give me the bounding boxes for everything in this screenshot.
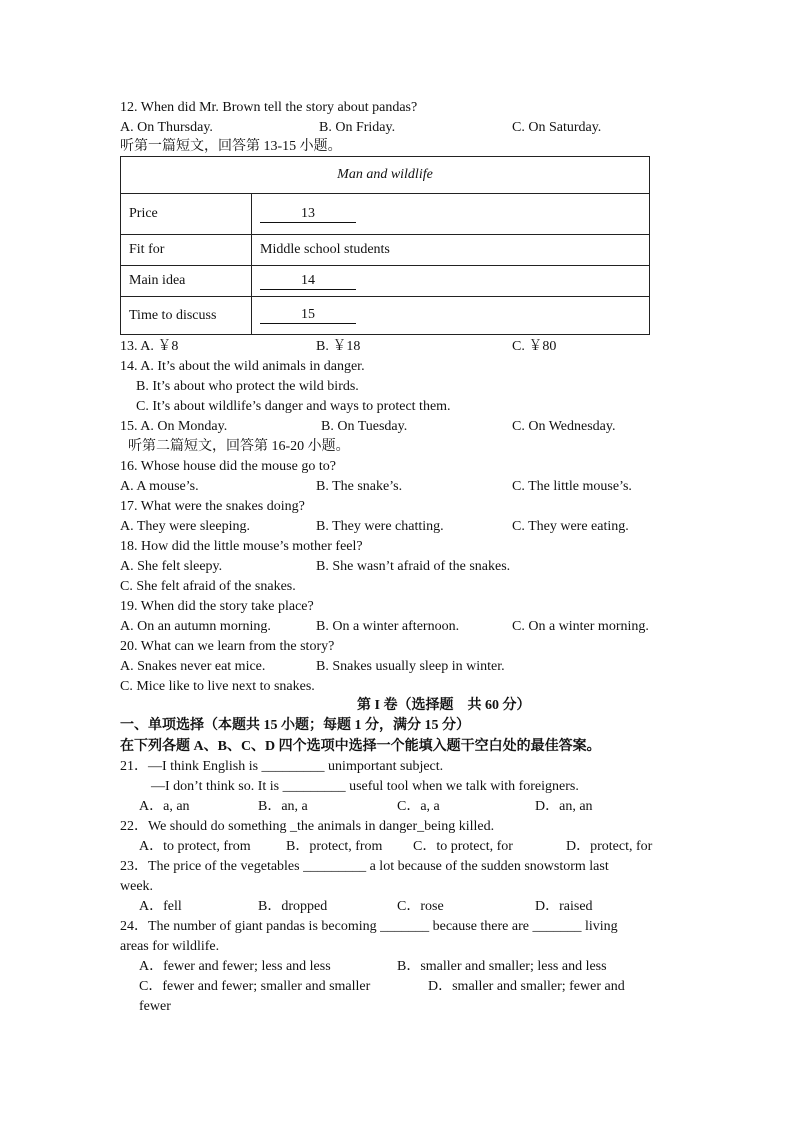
question-20-option-c: C. Mice like to live next to snakes. [120, 679, 315, 694]
question-15-option-b: B. On Tuesday. [321, 419, 408, 434]
question-24-option-a: A．fewer and fewer; less and less [139, 959, 331, 974]
question-14-option-b: B. It’s about who protect the wild birds. [136, 379, 359, 394]
question-16-option-b: B. The snake’s. [316, 479, 403, 494]
question-12-option-a: A. On Thursday. [120, 120, 213, 135]
table-row [121, 297, 650, 335]
blank-13: 13 [260, 206, 356, 223]
question-16-option-c: C. The little mouse’s. [512, 479, 632, 494]
question-19-option-a: A. On an autumn morning. [120, 619, 271, 634]
table-row [121, 266, 650, 297]
question-23-option-a: A．fell [139, 899, 182, 914]
question-16-option-a: A. A mouse’s. [120, 479, 199, 494]
question-17-stem: 17. What were the snakes doing? [120, 499, 305, 514]
info-table [120, 156, 650, 335]
question-24-option-b: B．smaller and smaller; less and less [397, 959, 607, 974]
question-24-line1: 24．The number of giant pandas is becoming _______ because there are _______ living [120, 919, 618, 934]
question-23-option-b: B．dropped [258, 899, 328, 914]
question-24-option-d-cont: fewer [139, 999, 171, 1014]
question-21-option-a: A．a, an [139, 799, 190, 814]
question-17-option-a: A. They were sleeping. [120, 519, 250, 534]
question-22-option-d: D．protect, for [566, 839, 653, 854]
question-18-option-c: C. She felt afraid of the snakes. [120, 579, 296, 594]
table-row-label: Fit for [121, 235, 252, 266]
question-23-option-d: D．raised [535, 899, 593, 914]
table-row-value [252, 297, 650, 335]
question-12-stem: 12. When did Mr. Brown tell the story about pandas? [120, 100, 418, 115]
question-23-option-c: C．rose [397, 899, 444, 914]
question-22-stem: 22．We should do something _the animals in danger_being killed. [120, 819, 495, 834]
table-row-label: Time to discuss [121, 297, 252, 335]
question-24-option-d: D．smaller and smaller; fewer and [428, 979, 625, 994]
question-24-option-c: C．fewer and fewer; smaller and smaller [139, 979, 371, 994]
blank-14: 14 [260, 273, 356, 290]
table-row-value [252, 266, 650, 297]
passage1-instruction: 听第一篇短文，回答第 13-15 小题。 [120, 139, 342, 154]
question-21-option-c: C．a, a [397, 799, 440, 814]
table-row-value: Middle school students [252, 235, 650, 266]
question-22-option-b: B．protect, from [286, 839, 383, 854]
question-12-option-b: B. On Friday. [319, 120, 396, 135]
question-14-option-a: 14. A. It’s about the wild animals in danger. [120, 359, 365, 374]
table-row [121, 235, 650, 266]
question-22-option-a: A．to protect, from [139, 839, 251, 854]
question-18-stem: 18. How did the little mouse’s mother feel? [120, 539, 363, 554]
question-20-option-b: B. Snakes usually sleep in winter. [316, 659, 505, 674]
question-13-option-b: B. ￥18 [316, 339, 361, 354]
table-title: Man and wildlife [121, 157, 650, 194]
table-row-value [252, 194, 650, 235]
question-18-option-a: A. She felt sleepy. [120, 559, 223, 574]
question-21-option-d: D．an, an [535, 799, 593, 814]
table-row-label: Price [121, 194, 252, 235]
section1-title: 一、单项选择（本题共 15 小题；每题 1 分，满分 15 分） [120, 718, 470, 733]
question-24-line2: areas for wildlife. [120, 939, 220, 954]
question-15-option-a: 15. A. On Monday. [120, 419, 228, 434]
question-21-line2: —I don’t think so. It is _________ useful tool when we talk with foreigners. [151, 779, 579, 794]
question-15-option-c: C. On Wednesday. [512, 419, 616, 434]
table-title-row [121, 157, 650, 194]
question-21-line1: 21．—I think English is _________ unimportant subject. [120, 759, 444, 774]
question-21-option-b: B．an, a [258, 799, 308, 814]
question-18-option-b: B. She wasn’t afraid of the snakes. [316, 559, 511, 574]
section1-instruction: 在下列各题 A、B、C、D 四个选项中选择一个能填入题干空白处的最佳答案。 [120, 739, 601, 754]
question-19-option-c: C. On a winter morning. [512, 619, 649, 634]
question-17-option-b: B. They were chatting. [316, 519, 444, 534]
table-row [121, 194, 650, 235]
question-12-option-c: C. On Saturday. [512, 120, 602, 135]
part1-title: 第 I 卷（选择题 共 60 分） [357, 698, 531, 713]
question-20-option-a: A. Snakes never eat mice. [120, 659, 266, 674]
question-23-line1: 23．The price of the vegetables _________ a lot because of the sudden snowstorm last [120, 859, 609, 874]
table-row-label: Main idea [121, 266, 252, 297]
question-19-stem: 19. When did the story take place? [120, 599, 314, 614]
question-17-option-c: C. They were eating. [512, 519, 629, 534]
passage2-instruction: 听第二篇短文，回答第 16-20 小题。 [128, 439, 350, 454]
question-19-option-b: B. On a winter afternoon. [316, 619, 460, 634]
question-13-option-c: C. ￥80 [512, 339, 557, 354]
question-20-stem: 20. What can we learn from the story? [120, 639, 335, 654]
question-13-option-a: 13. A. ￥8 [120, 339, 179, 354]
blank-15: 15 [260, 307, 356, 324]
question-22-option-c: C．to protect, for [413, 839, 513, 854]
question-16-stem: 16. Whose house did the mouse go to? [120, 459, 336, 474]
question-14-option-c: C. It’s about wildlife’s danger and ways to protect them. [136, 399, 451, 414]
question-23-line2: week. [120, 879, 154, 894]
